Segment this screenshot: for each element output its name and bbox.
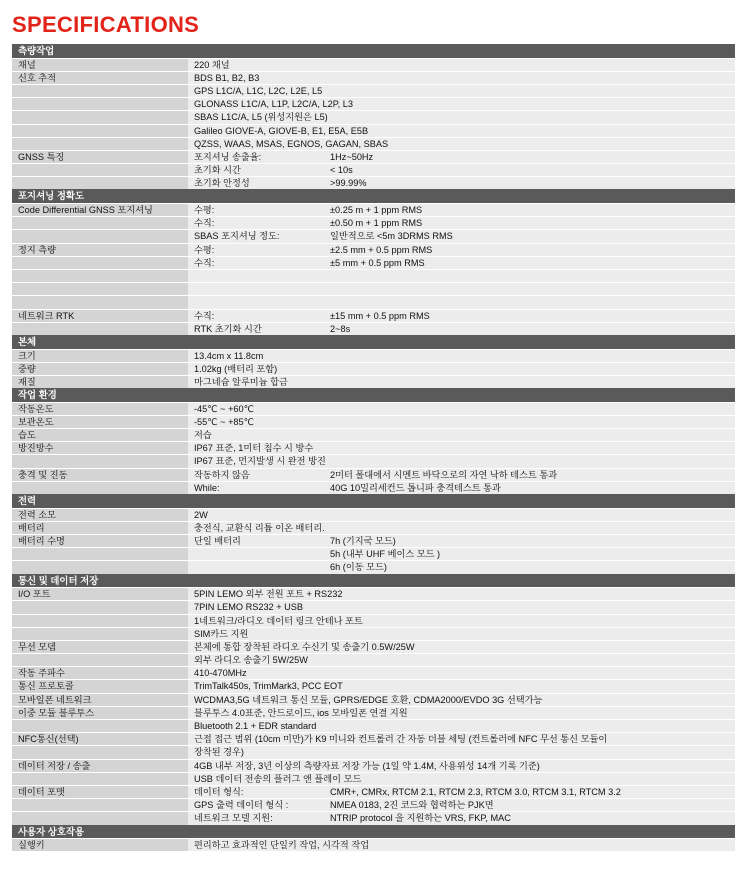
- spec-label: 데이터 저장 / 송출: [12, 760, 188, 772]
- spec-value: 충전식, 교환식 리튬 이온 배터리.: [194, 522, 325, 533]
- spec-row: [12, 587, 735, 600]
- spec-value: GPS L1C/A, L1C, L2C, L2E, L5: [194, 85, 323, 96]
- spec-value: RTK 초기화 시간: [194, 323, 262, 334]
- spec-value: -55℃ ~ +85℃: [194, 416, 254, 427]
- spec-row: [12, 322, 735, 335]
- spec-row: [12, 58, 735, 71]
- spec-value: 블루투스 4.0표준, 안드로이드, ios 모바일폰 연결 지원: [194, 707, 408, 718]
- spec-row: [12, 560, 735, 573]
- spec-row: [12, 110, 735, 123]
- spec-row: [12, 838, 735, 851]
- spec-value: 네트워크 모델 지원:: [194, 813, 273, 824]
- spec-value: 수평:: [194, 244, 215, 255]
- spec-row: [12, 176, 735, 189]
- spec-row: [12, 706, 735, 719]
- spec-row: [12, 759, 735, 772]
- spec-value: 4GB 내부 저장, 3년 이상의 측량자료 저장 가능 (1일 약 1.4M, 사용위성 14개 기록 기준): [194, 760, 540, 771]
- spec-row: [12, 282, 735, 295]
- spec-label: 보관온도: [12, 416, 188, 428]
- spec-row: [12, 614, 735, 627]
- spec-value: 데이터 형식:: [194, 786, 244, 797]
- spec-label: [12, 270, 188, 282]
- spec-value: 초기화 시간: [194, 165, 241, 176]
- spec-label: [12, 138, 188, 150]
- spec-value: Galileo GIOVE-A, GIOVE-B, E1, E5A, E5B: [194, 125, 369, 136]
- spec-label: [12, 548, 188, 560]
- spec-value: IP67 표준, 1미터 침수 시 방수: [194, 443, 314, 454]
- spec-label: [12, 111, 188, 123]
- page-title: SPECIFICATIONS: [12, 12, 200, 37]
- spec-label: [12, 98, 188, 110]
- spec-value: SIM카드 지원: [194, 628, 249, 639]
- spec-label: [12, 323, 188, 335]
- spec-label: Code Differential GNSS 포지셔닝: [12, 204, 188, 216]
- spec-row: [12, 534, 735, 547]
- spec-label: [12, 773, 188, 785]
- spec-value: WCDMA3,5G 네트워크 통신 모듈, GPRS/EDGE 호환, CDMA2000/EVDO 3G 선택가능: [194, 694, 543, 705]
- spec-label: [12, 799, 188, 811]
- spec-row: [12, 653, 735, 666]
- spec-label: [12, 164, 188, 176]
- spec-value: 편리하고 효과적인 단일키 작업, 시각적 작업: [194, 840, 370, 851]
- spec-label: NFC통신(선택): [12, 733, 188, 745]
- section-header: 사용자 상호작용: [12, 825, 735, 839]
- spec-label: 데이터 포맷: [12, 786, 188, 798]
- spec-row: [12, 375, 735, 388]
- spec-label: 재질: [12, 376, 188, 388]
- spec-value: 수직:: [194, 310, 215, 321]
- spec-row: [12, 295, 735, 308]
- spec-label: 네트워크 RTK: [12, 310, 188, 322]
- spec-row: [12, 454, 735, 467]
- spec-row: [12, 124, 735, 137]
- spec-label: [12, 746, 188, 758]
- spec-row: [12, 362, 735, 375]
- spec-value-detail: ±15 mm + 0.5 ppm RMS: [330, 310, 430, 321]
- spec-label: 전력 소모: [12, 509, 188, 521]
- spec-label: GNSS 특징: [12, 151, 188, 163]
- spec-row: [12, 811, 735, 824]
- spec-value: 본체에 통합 장착된 라디오 수신기 및 송출기 0.5W/25W: [194, 641, 415, 652]
- spec-row: [12, 229, 735, 242]
- spec-label: 모바일폰 네트워크: [12, 694, 188, 706]
- spec-value: 장착된 경우): [194, 747, 244, 758]
- spec-label: 배터리 수명: [12, 535, 188, 547]
- spec-value: 초기화 안정성: [194, 178, 250, 189]
- spec-row: [12, 150, 735, 163]
- spec-row: [12, 97, 735, 110]
- spec-value: BDS B1, B2, B3: [194, 72, 260, 83]
- spec-row: [12, 468, 735, 481]
- spec-label: 실행키: [12, 839, 188, 851]
- section-header: 포지셔닝 정확도: [12, 189, 735, 203]
- spec-value: 수직:: [194, 218, 215, 229]
- spec-value: -45℃ ~ +60℃: [194, 403, 254, 414]
- spec-row: [12, 269, 735, 282]
- spec-row: [12, 137, 735, 150]
- spec-value: 5PIN LEMO 외부 전원 포트 + RS232: [194, 589, 343, 600]
- spec-value-detail: CMR+, CMRx, RTCM 2.1, RTCM 2.3, RTCM 3.0, RTCM 3.1, RTCM 3.2: [330, 786, 621, 797]
- spec-value-detail: ±0.25 m + 1 ppm RMS: [330, 205, 423, 216]
- spec-value: USB 데이터 전송의 플러그 앤 플레이 모드: [194, 773, 362, 784]
- spec-label: I/O 포트: [12, 588, 188, 600]
- spec-value: QZSS, WAAS, MSAS, EGNOS, GAGAN, SBAS: [194, 138, 389, 149]
- spec-value: While:: [194, 482, 220, 493]
- spec-row: [12, 693, 735, 706]
- spec-label: 충격 및 진동: [12, 469, 188, 481]
- spec-row: [12, 521, 735, 534]
- spec-row: [12, 745, 735, 758]
- spec-row: [12, 402, 735, 415]
- spec-label: [12, 455, 188, 467]
- spec-label: 크기: [12, 350, 188, 362]
- spec-label: [12, 628, 188, 640]
- spec-value-detail: >99.99%: [330, 178, 367, 189]
- spec-value-detail: < 10s: [330, 165, 353, 176]
- spec-label: 방진방수: [12, 442, 188, 454]
- spec-row: [12, 428, 735, 441]
- spec-value: 수평:: [194, 205, 215, 216]
- spec-value: IP67 표준, 먼지발생 시 완전 방진: [194, 456, 326, 467]
- spec-row: [12, 732, 735, 745]
- spec-row: [12, 203, 735, 216]
- spec-row: [12, 84, 735, 97]
- spec-value-detail: ±0.50 m + 1 ppm RMS: [330, 218, 423, 229]
- spec-value-detail: 40G 10밀리세컨드 톱니파 충격테스트 통과: [330, 482, 501, 493]
- spec-value: 단일 배터리: [194, 535, 241, 546]
- spec-row: [12, 415, 735, 428]
- spec-value-detail: NMEA 0183, 2진 코드와 협력하는 PJK면: [330, 800, 494, 811]
- spec-value-detail: NTRIP protocol 을 지원하는 VRS, FKP, MAC: [330, 813, 511, 824]
- spec-row: [12, 481, 735, 494]
- spec-value-detail: ±5 mm + 0.5 ppm RMS: [330, 257, 425, 268]
- spec-row: [12, 71, 735, 84]
- spec-label: 작동온도: [12, 403, 188, 415]
- spec-value: 7PIN LEMO RS232 + USB: [194, 602, 304, 613]
- spec-label: [12, 654, 188, 666]
- spec-label: [12, 125, 188, 137]
- spec-value: TrimTalk450s, TrimMark3, PCC EOT: [194, 681, 343, 692]
- spec-row: [12, 216, 735, 229]
- spec-value-detail: 7h (기지국 모드): [330, 535, 396, 546]
- spec-label: 채널: [12, 59, 188, 71]
- section-header: 작업 환경: [12, 388, 735, 402]
- spec-value-detail: ±2.5 mm + 0.5 ppm RMS: [330, 244, 433, 255]
- spec-row: [12, 309, 735, 322]
- spec-value: 작동하지 않음: [194, 469, 250, 480]
- spec-label: 통신 프로토콜: [12, 680, 188, 692]
- spec-row: [12, 441, 735, 454]
- spec-label: [12, 283, 188, 295]
- section-header: 통신 및 데이터 저장: [12, 574, 735, 588]
- section-header: 본체: [12, 335, 735, 349]
- spec-row: [12, 627, 735, 640]
- spec-value: 저습: [194, 430, 212, 441]
- spec-value-detail: 일반적으로 <5m 3DRMS RMS: [330, 231, 453, 242]
- spec-value: GPS 출력 데이터 형식 :: [194, 800, 289, 811]
- spec-row: [12, 772, 735, 785]
- spec-value-detail: 2미터 폴대에서 시멘트 바닥으로의 자연 낙하 테스트 통과: [330, 469, 558, 480]
- spec-label: 무선 모뎀: [12, 641, 188, 653]
- spec-label: 배터리: [12, 522, 188, 534]
- spec-label: [12, 230, 188, 242]
- spec-label: [12, 217, 188, 229]
- spec-value: Bluetooth 2.1 + EDR standard: [194, 721, 317, 731]
- spec-value: 외부 라디오 송출기 5W/25W: [194, 655, 308, 666]
- spec-label: [12, 720, 188, 732]
- spec-label: 중량: [12, 363, 188, 375]
- spec-value: 포지셔닝 송출율:: [194, 151, 262, 162]
- spec-label: 이중 모듈 블루투스: [12, 707, 188, 719]
- spec-label: 작동 주파수: [12, 667, 188, 679]
- spec-row: [12, 600, 735, 613]
- spec-label: [12, 85, 188, 97]
- spec-label: [12, 296, 188, 308]
- spec-table: [12, 44, 735, 851]
- spec-label: 신호 추적: [12, 72, 188, 84]
- spec-value-detail: 1Hz~50Hz: [330, 151, 374, 162]
- spec-value: 13.4cm x 11.8cm: [194, 350, 264, 361]
- spec-value: 1.02kg (배터리 포함): [194, 363, 278, 374]
- spec-label: 습도: [12, 429, 188, 441]
- spec-value: 220 채널: [194, 59, 230, 70]
- spec-value: 410-470MHz: [194, 668, 247, 679]
- spec-label: [12, 257, 188, 269]
- spec-label: [12, 561, 188, 573]
- spec-label: [12, 812, 188, 824]
- spec-row: [12, 256, 735, 269]
- section-header: 측량작업: [12, 44, 735, 58]
- spec-row: [12, 679, 735, 692]
- spec-row: [12, 719, 735, 732]
- spec-label: [12, 177, 188, 189]
- spec-label: [12, 615, 188, 627]
- spec-row: [12, 798, 735, 811]
- spec-value-detail: 2~8s: [330, 323, 351, 334]
- spec-row: [12, 508, 735, 521]
- spec-value: 마그네슘 알루미늄 합금: [194, 376, 288, 387]
- spec-row: [12, 666, 735, 679]
- spec-value: GLONASS L1C/A, L1P, L2C/A, L2P, L3: [194, 99, 354, 110]
- spec-value: SBAS L1C/A, L5 (위성지원은 L5): [194, 112, 328, 123]
- spec-label: 정지 측량: [12, 244, 188, 256]
- spec-value: 수직:: [194, 257, 215, 268]
- spec-row: [12, 785, 735, 798]
- spec-label: [12, 482, 188, 494]
- spec-value: 근접 접근 범위 (10cm 미만)가 K9 미니와 컨트롤러 간 자동 더블 세팅 (컨트롤러에 NFC 무선 통신 모듈이: [194, 734, 608, 745]
- spec-row: [12, 243, 735, 256]
- spec-row: [12, 640, 735, 653]
- spec-row: [12, 163, 735, 176]
- spec-value-detail: 6h (이동 모드): [330, 562, 387, 573]
- spec-row: [12, 547, 735, 560]
- spec-row: [12, 349, 735, 362]
- spec-label: [12, 601, 188, 613]
- spec-value: 1네트워크/라디오 데이터 링크 안테나 포트: [194, 615, 363, 626]
- spec-value: SBAS 포지셔닝 정도:: [194, 231, 280, 242]
- spec-value-detail: 5h (내부 UHF 베이스 모드 ): [330, 549, 441, 560]
- section-header: 전력: [12, 494, 735, 508]
- spec-value: 2W: [194, 509, 208, 520]
